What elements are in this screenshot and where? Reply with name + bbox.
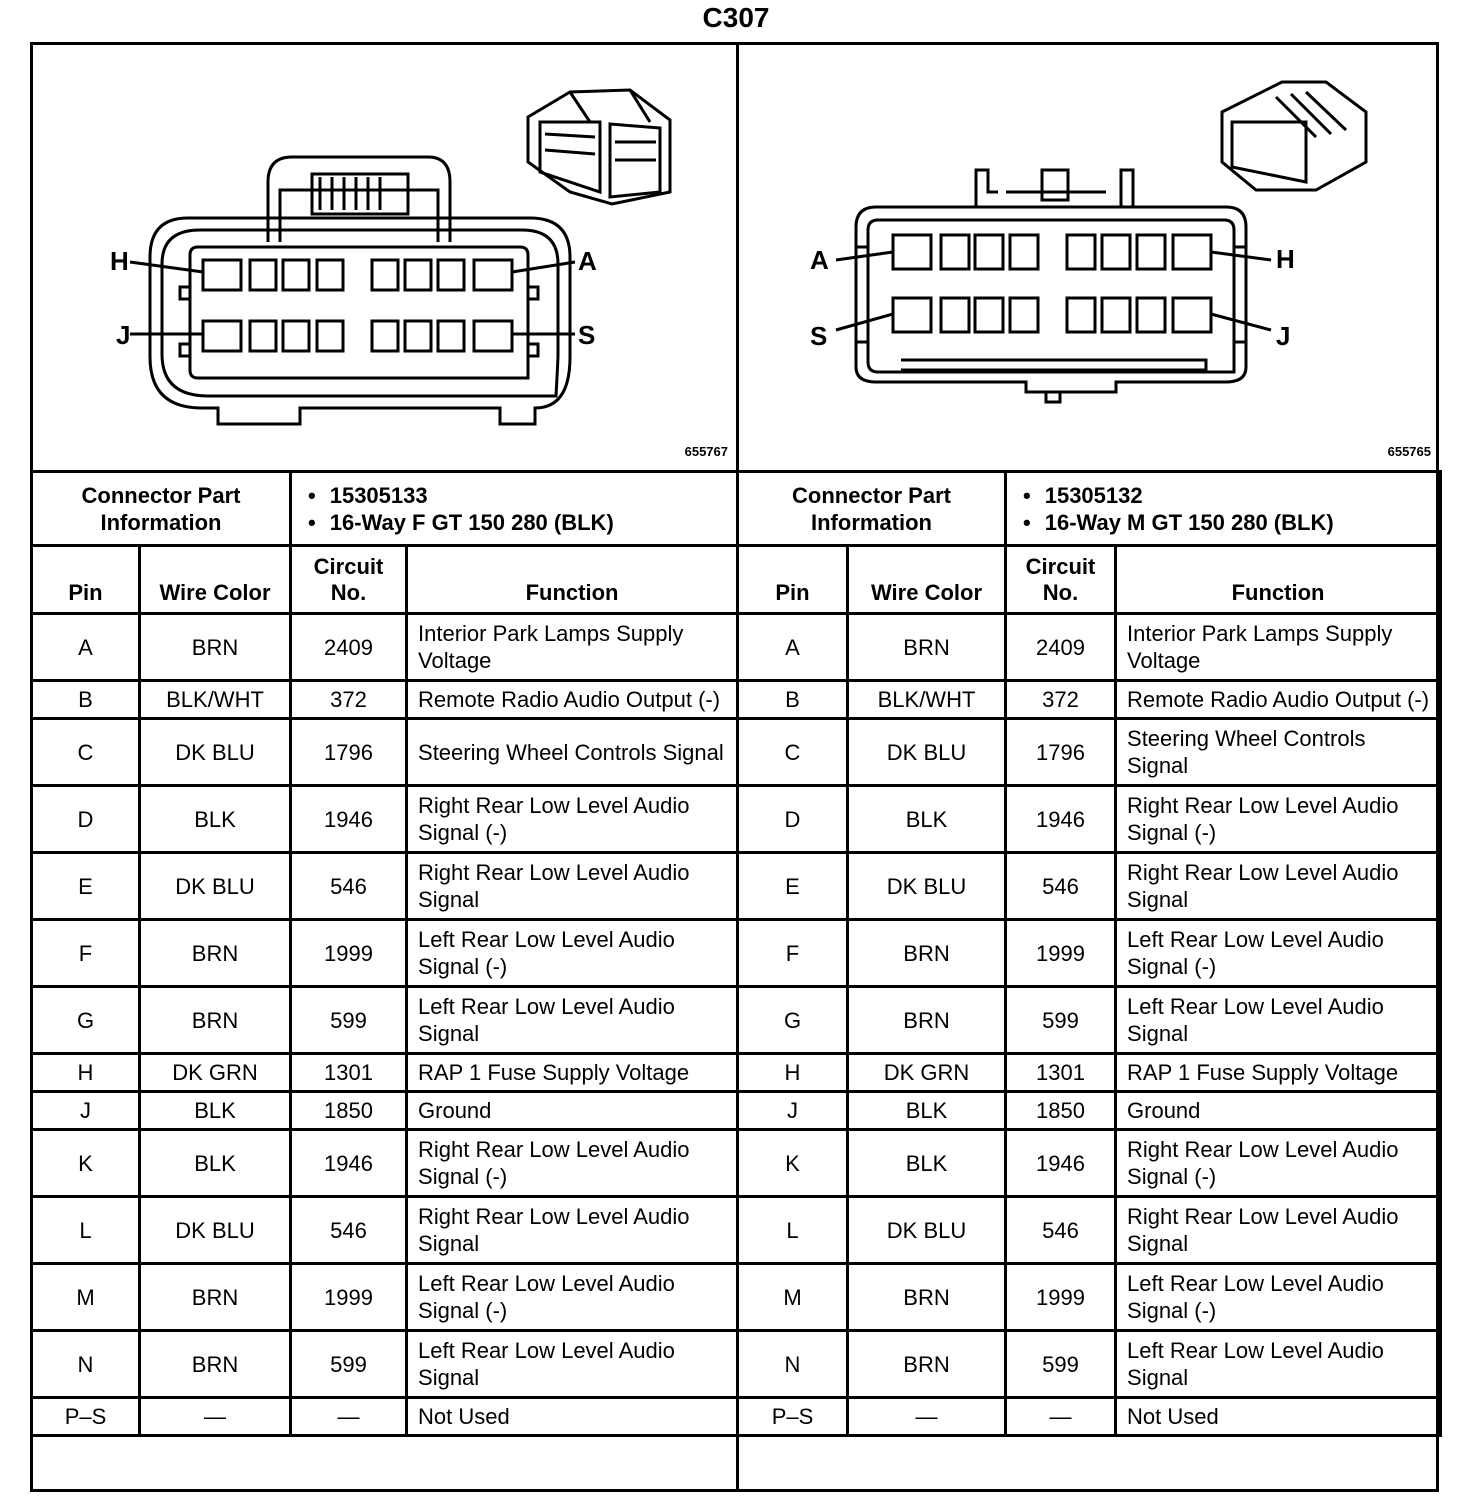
wire-color-cell: DK GRN [140,1054,291,1092]
table-row [32,719,738,786]
function-cell: Remote Radio Audio Output (-) [1116,681,1441,719]
wire-color-cell: DK BLU [140,1197,291,1264]
wire-color-cell: BLK/WHT [140,681,291,719]
circuit-cell: 1796 [291,719,407,786]
wire-color-cell: BLK [848,786,1006,853]
circuit-cell: 546 [291,853,407,920]
pin-cell: B [32,681,140,719]
circuit-cell: 599 [1006,987,1116,1054]
pin-label-top-right: H [1276,244,1295,274]
function-cell: RAP 1 Fuse Supply Voltage [407,1054,738,1092]
pin-cell: P–S [32,1398,140,1436]
circuit-cell: 1999 [291,920,407,987]
wire-color-cell: BRN [848,920,1006,987]
function-cell: Ground [1116,1092,1441,1130]
pin-cell: J [32,1092,140,1130]
table-row [32,1264,738,1331]
table-row [32,681,738,719]
circuit-cell: 1946 [291,786,407,853]
wire-color-cell: DK BLU [140,853,291,920]
wire-color-cell: — [848,1398,1006,1436]
circuit-cell: 1301 [1006,1054,1116,1092]
pin-label-bottom-left: J [116,320,131,350]
wire-color-cell: BRN [140,920,291,987]
circuit-cell: 546 [1006,1197,1116,1264]
circuit-cell: 1946 [1006,1130,1116,1197]
function-cell: Right Rear Low Level Audio Signal [1116,853,1441,920]
pin-cell: C [738,719,848,786]
wire-color-cell: DK BLU [140,719,291,786]
wire-color-cell: — [140,1398,291,1436]
header-wire-color: Wire Color [848,546,1006,614]
circuit-cell: 372 [1006,681,1116,719]
function-cell: Right Rear Low Level Audio Signal (-) [407,786,738,853]
table-row [738,681,1441,719]
table-row [32,786,738,853]
pin-cell: L [32,1197,140,1264]
wire-color-cell: DK BLU [848,853,1006,920]
table-row [738,1130,1441,1197]
circuit-cell: 1850 [1006,1092,1116,1130]
wire-color-cell: BRN [848,614,1006,681]
function-cell: Left Rear Low Level Audio Signal [407,987,738,1054]
function-cell: Left Rear Low Level Audio Signal (-) [1116,920,1441,987]
pin-label-top-right: A [578,246,597,276]
function-cell: RAP 1 Fuse Supply Voltage [1116,1054,1441,1092]
pin-cell: E [738,853,848,920]
function-cell: Left Rear Low Level Audio Signal [1116,987,1441,1054]
connector-info-row [738,472,1441,546]
connector-info-label: Connector Part Information [738,472,1006,546]
pin-cell: A [32,614,140,681]
pin-cell: C [32,719,140,786]
wire-color-cell: BRN [848,1331,1006,1398]
right-connector-diagram [736,42,1439,470]
function-cell: Ground [407,1092,738,1130]
header-pin: Pin [32,546,140,614]
table-row [738,1264,1441,1331]
header-circuit: Circuit No. [1006,546,1116,614]
header-function: Function [1116,546,1441,614]
pin-cell: D [738,786,848,853]
connector-info-values [1006,472,1441,546]
function-cell: Steering Wheel Controls Signal [407,719,738,786]
function-cell: Steering Wheel Controls Signal [1116,719,1441,786]
function-cell: Interior Park Lamps Supply Voltage [407,614,738,681]
function-cell: Right Rear Low Level Audio Signal [407,1197,738,1264]
pin-label-top-left: H [110,246,129,276]
header-function: Function [407,546,738,614]
pin-cell: H [738,1054,848,1092]
pin-cell: B [738,681,848,719]
header-pin: Pin [738,546,848,614]
pin-cell: M [32,1264,140,1331]
function-cell: Right Rear Low Level Audio Signal [1116,1197,1441,1264]
table-row [738,987,1441,1054]
circuit-cell: 372 [291,681,407,719]
table-row [738,1092,1441,1130]
wire-color-cell: BRN [140,1331,291,1398]
circuit-cell: 599 [291,987,407,1054]
function-cell: Right Rear Low Level Audio Signal (-) [1116,1130,1441,1197]
header-circuit: Circuit No. [291,546,407,614]
pin-label-bottom-right: J [1276,321,1291,351]
pin-label-bottom-right: S [578,320,596,350]
figure-number: 655765 [1387,444,1431,459]
pin-cell: E [32,853,140,920]
pin-cell: K [738,1130,848,1197]
wire-color-cell: BRN [848,1264,1006,1331]
circuit-cell: 1946 [291,1130,407,1197]
function-cell: Remote Radio Audio Output (-) [407,681,738,719]
circuit-cell: 546 [1006,853,1116,920]
wire-color-cell: BRN [140,614,291,681]
function-cell: Not Used [1116,1398,1441,1436]
table-row [738,614,1441,681]
page-title: C307 [702,2,770,33]
connector-description: • 16-Way F GT 150 280 (BLK) [330,509,728,536]
table-row [738,920,1441,987]
table-row [738,853,1441,920]
table-row [32,614,738,681]
table-row [738,1054,1441,1092]
connector-description: • 16-Way M GT 150 280 (BLK) [1045,509,1431,536]
table-row [738,719,1441,786]
wire-color-cell: DK GRN [848,1054,1006,1092]
male-connector-face-drawing [736,42,1439,470]
table-row [32,1398,738,1436]
table-row [32,1331,738,1398]
pin-label-top-left: A [810,245,829,275]
left-pin-rows [32,614,738,1436]
function-cell: Right Rear Low Level Audio Signal (-) [1116,786,1441,853]
circuit-cell: 599 [1006,1331,1116,1398]
function-cell: Interior Park Lamps Supply Voltage [1116,614,1441,681]
circuit-cell: 1301 [291,1054,407,1092]
function-cell: Left Rear Low Level Audio Signal (-) [407,1264,738,1331]
function-cell: Right Rear Low Level Audio Signal (-) [407,1130,738,1197]
pin-cell: H [32,1054,140,1092]
wire-color-cell: BRN [140,987,291,1054]
pin-cell: M [738,1264,848,1331]
header-wire-color: Wire Color [140,546,291,614]
table-row [32,987,738,1054]
wire-color-cell: BLK [140,1130,291,1197]
table-row [738,1398,1441,1436]
pin-cell: G [738,987,848,1054]
wire-color-cell: BRN [848,987,1006,1054]
circuit-cell: — [1006,1398,1116,1436]
left-connector-diagram [30,42,736,470]
circuit-cell: 1999 [291,1264,407,1331]
wire-color-cell: BRN [140,1264,291,1331]
header-row [32,546,738,614]
wire-color-cell: BLK [140,786,291,853]
pin-cell: L [738,1197,848,1264]
table-row [738,1331,1441,1398]
pin-label-bottom-left: S [810,321,828,351]
pin-cell: J [738,1092,848,1130]
table-row [32,1054,738,1092]
left-pinout-table [30,470,739,1437]
table-row [32,1197,738,1264]
header-row [738,546,1441,614]
pin-cell: N [32,1331,140,1398]
figure-number: 655767 [684,444,728,459]
female-connector-face-drawing [30,42,736,470]
pin-cell: D [32,786,140,853]
function-cell: Left Rear Low Level Audio Signal [1116,1331,1441,1398]
pin-cell: A [738,614,848,681]
wire-color-cell: BLK [848,1092,1006,1130]
table-row [738,1197,1441,1264]
function-cell: Right Rear Low Level Audio Signal [407,853,738,920]
circuit-cell: 2409 [1006,614,1116,681]
function-cell: Not Used [407,1398,738,1436]
circuit-cell: 1796 [1006,719,1116,786]
circuit-cell: 2409 [291,614,407,681]
wire-color-cell: BLK [140,1092,291,1130]
function-cell: Left Rear Low Level Audio Signal (-) [1116,1264,1441,1331]
pin-cell: G [32,987,140,1054]
pin-cell: F [738,920,848,987]
pin-cell: P–S [738,1398,848,1436]
connector-part-number: • 15305132 [1045,482,1431,509]
wire-color-cell: BLK/WHT [848,681,1006,719]
pin-cell: K [32,1130,140,1197]
circuit-cell: 1999 [1006,920,1116,987]
circuit-cell: — [291,1398,407,1436]
wire-color-cell: DK BLU [848,719,1006,786]
circuit-cell: 1850 [291,1092,407,1130]
pin-cell: N [738,1331,848,1398]
connector-part-number: • 15305133 [330,482,728,509]
function-cell: Left Rear Low Level Audio Signal (-) [407,920,738,987]
circuit-cell: 1999 [1006,1264,1116,1331]
wire-color-cell: DK BLU [848,1197,1006,1264]
table-row [32,1130,738,1197]
connector-info-values [291,472,738,546]
circuit-cell: 1946 [1006,786,1116,853]
right-pinout-table [736,470,1442,1437]
connector-info-row [32,472,738,546]
table-row [32,853,738,920]
table-row [738,786,1441,853]
function-cell: Left Rear Low Level Audio Signal [407,1331,738,1398]
table-row [32,920,738,987]
connector-info-label: Connector Part Information [32,472,291,546]
circuit-cell: 546 [291,1197,407,1264]
circuit-cell: 599 [291,1331,407,1398]
pin-cell: F [32,920,140,987]
wire-color-cell: BLK [848,1130,1006,1197]
table-row [32,1092,738,1130]
right-pin-rows [738,614,1441,1436]
